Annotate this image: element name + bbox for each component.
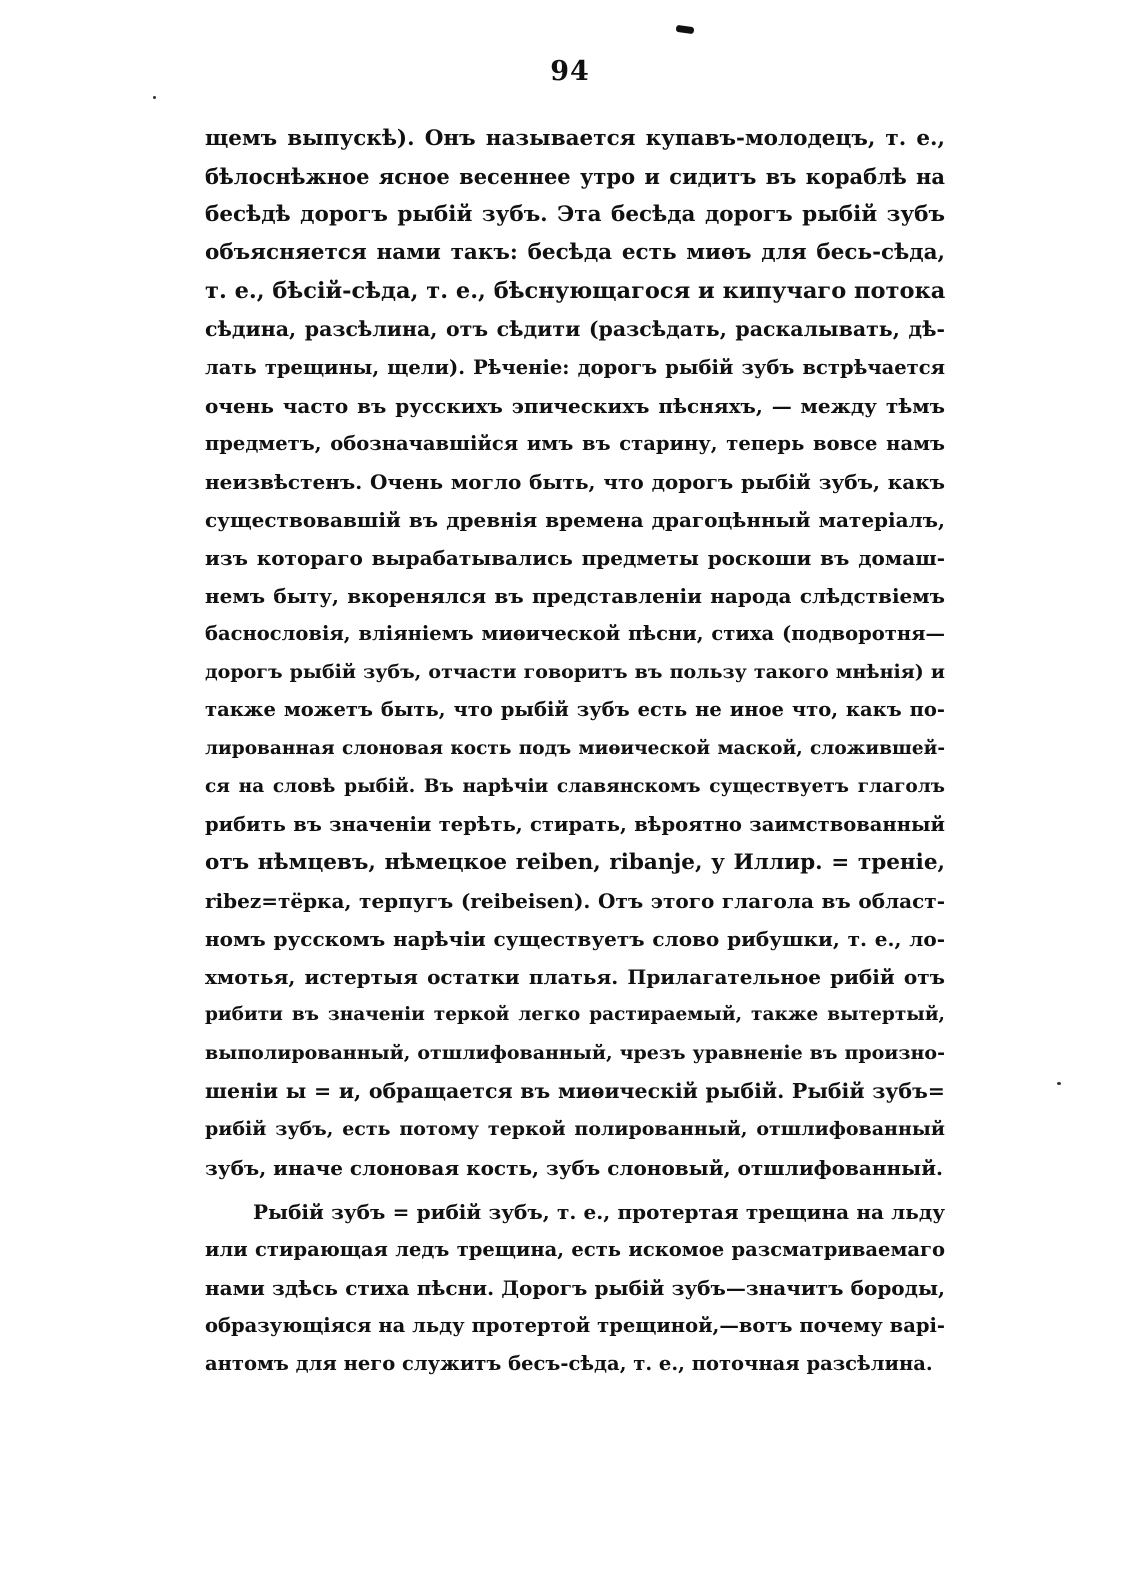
text-line: бесѣдѣ дорогъ рыбій зубъ. Эта бесѣда дорогъ рыбій зубъ (205, 202, 945, 228)
text-line: ribez=тёрка, терпугъ (reibeisen). Отъ этого глагола въ област- (205, 888, 945, 913)
text-line: зубъ, иначе слоновая кость, зубъ слоновый, отшлифованный. (205, 1155, 944, 1180)
text-line: антомъ для него служитъ бесъ-сѣда, т. е., поточная разсѣлина. (205, 1352, 933, 1375)
text-line: рибити въ значеніи теркой легко растираемый, также вытертый, (205, 1004, 945, 1026)
body-text (205, 120, 945, 1383)
text-line: номъ русскомъ нарѣчіи существуетъ слово рибушки, т. е., ло- (205, 926, 945, 951)
text-line: выполированный, отшлифованный, чрезъ уравненіе въ произно- (205, 1042, 945, 1065)
text-line: также можетъ быть, что рыбій зубъ есть не иное что, какъ по- (205, 698, 945, 722)
ink-mark (676, 25, 695, 34)
text-line: объясняется нами такъ: бесѣда есть миѳъ для бесь-сѣда, (205, 240, 945, 266)
text-line: существовавшій въ древнія времена драгоцѣнный матеріалъ, (205, 507, 945, 532)
text-line: образующіяся на льду протертой трещиной,—вотъ почему варі- (205, 1313, 945, 1337)
paragraph-1 (205, 120, 945, 1187)
text-line: лать трещины, щели). Рѣченіе: дорогъ рыбій зубъ встрѣчается (205, 355, 945, 379)
text-line: неизвѣстенъ. Очень могло быть, что дорогъ рыбій зубъ, какъ (205, 469, 945, 494)
text-line: отъ нѣмцевъ, нѣмецкое reiben, ribanje, у Иллир. = треніе, (205, 849, 945, 875)
text-line: изъ котораго вырабатывались предметы роскоши въ домаш- (205, 546, 945, 571)
text-line: Рыбій зубъ = рибій зубъ, т. е., протертая трещина на льду (253, 1199, 945, 1224)
page-number: 94 (550, 56, 590, 87)
text-line: хмотья, истертыя остатки платья. Прилагательное рибій отъ (205, 965, 945, 990)
text-line: ся на словѣ рыбій. Въ нарѣчіи славянскомъ существуетъ глаголъ (205, 775, 945, 797)
text-line: шеніи ы = и, обращается въ миѳическій рыбій. Рыбій зубъ= (205, 1079, 945, 1104)
text-line: дорогъ рыбій зубъ, отчасти говоритъ въ пользу такого мнѣнія) и (205, 661, 945, 684)
text-line: лированная слоновая кость подъ миѳической маской, сложившей- (205, 737, 945, 759)
text-line: сѣдина, разсѣлина, отъ сѣдити (разсѣдать, раскалывать, дѣ- (205, 317, 945, 342)
ink-speck (153, 96, 156, 99)
text-line: т. е., бѣсій-сѣда, т. е., бѣснующагося и кипучаго потока (205, 278, 945, 305)
text-line: рибій зубъ, есть потому теркой полированный, отшлифованный (205, 1118, 945, 1141)
text-line: рибить въ значеніи терѣть, стирать, вѣроятно заимствованный (205, 812, 945, 836)
text-line: щемъ выпускѣ). Онъ называется купавъ-молодецъ, т. е., (205, 126, 945, 151)
text-line: предметъ, обозначавшійся имъ въ старину, теперь вовсе намъ (205, 431, 945, 455)
text-line: нами здѣсь стиха пѣсни. Дорогъ рыбій зубъ—значитъ бороды, (205, 1275, 945, 1300)
text-line: очень часто въ русскихъ эпическихъ пѣсняхъ, — между тѣмъ (205, 393, 945, 418)
paragraph-2 (205, 1193, 945, 1383)
ink-speck (1057, 1082, 1061, 1085)
text-line: баснословія, вліяніемъ миѳической пѣсни, стиха (подворотня— (205, 622, 945, 646)
text-line: бѣлоснѣжное ясное весеннее утро и сидитъ въ кораблѣ на (205, 164, 945, 190)
text-line: немъ быту, вкоренялся въ представленіи народа слѣдствіемъ (205, 584, 945, 609)
text-line: или стирающая ледъ трещина, есть искомое разсматриваемаго (205, 1237, 945, 1261)
